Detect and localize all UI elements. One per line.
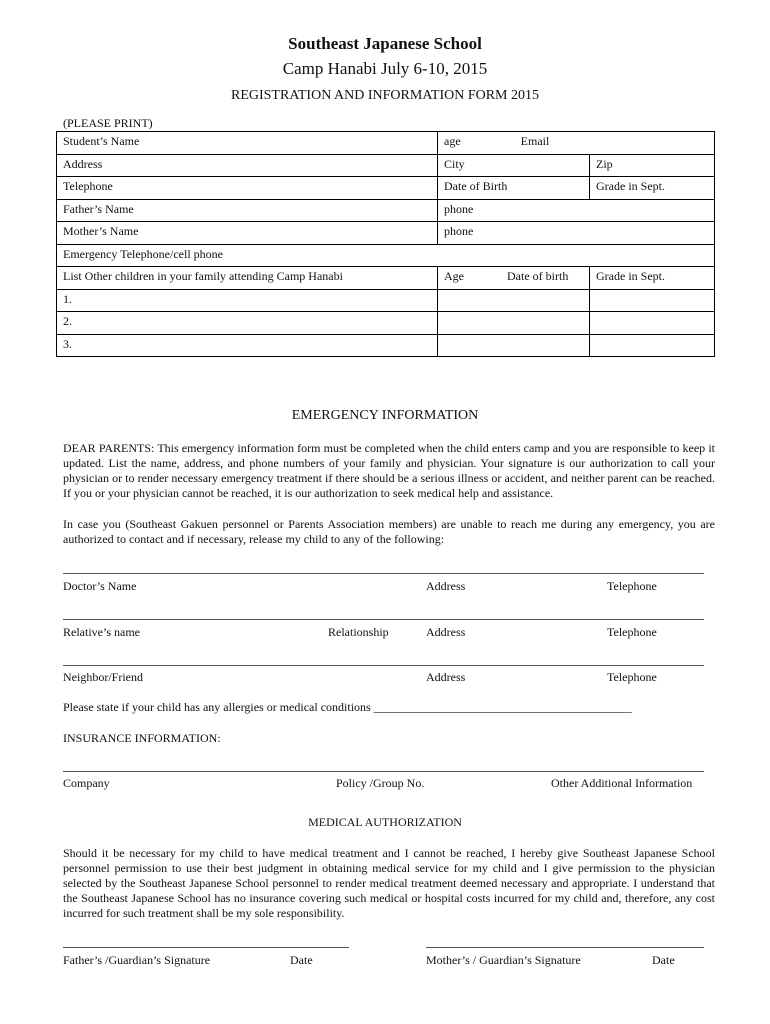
zip-label: Zip (596, 156, 613, 171)
child-1-grade-field[interactable] (590, 289, 715, 312)
row-number: 3. (63, 336, 72, 351)
dob-field[interactable] (438, 177, 590, 200)
table-row (57, 222, 715, 245)
address-field[interactable] (57, 154, 438, 177)
camp-title: Camp Hanabi July 6-10, 2015 (282, 59, 488, 78)
father-date-label: Date (290, 953, 313, 967)
please-print-note: (PLEASE PRINT) (63, 116, 153, 130)
father-phone-field[interactable] (438, 199, 715, 222)
child-dob-label: Date of birth (507, 269, 569, 283)
father-signature-label: Father’s /Guardian’s Signature (63, 953, 211, 967)
mother-signature-line[interactable] (426, 947, 704, 948)
allergies-field[interactable]: Please state if your child has any allergies or medical conditions ___________________________________________ (63, 700, 632, 714)
neighbor-telephone-label: Telephone (607, 670, 657, 684)
grade-label: Grade in Sept. (596, 179, 665, 193)
mother-signature-label: Mother’s / Guardian’s Signature (426, 953, 581, 967)
father-name-label: Father’s Name (63, 201, 134, 216)
father-name-field[interactable] (57, 199, 438, 222)
doctor-telephone-label: Telephone (607, 579, 657, 593)
doctor-address-label: Address (426, 579, 466, 593)
child-grade-label: Grade in Sept. (596, 269, 665, 283)
emergency-phone-label: Emergency Telephone/cell phone (63, 246, 223, 261)
dear-parents-paragraph: DEAR PARENTS: This emergency information form must be completed when the child enters camp and you are responsible to keep it updated. List the name, address, and phone numbers of your family and physician. Your signature is our authorization to call your physician or to render necessary emergency treatment if there should be a serious illness or accident, and neither parent can be reached. If you or your physician cannot be reached, it is our authorization to seek medical help and assistance. (63, 441, 715, 500)
city-field[interactable] (438, 154, 590, 177)
mother-phone-field[interactable] (438, 222, 715, 245)
student-name-field[interactable] (57, 132, 438, 155)
relative-fill-line[interactable] (63, 619, 704, 620)
child-3-name-field[interactable] (57, 334, 438, 357)
other-children-header (57, 267, 438, 290)
email-label: Email (520, 134, 550, 148)
table-row (57, 267, 715, 290)
company-label: Company (63, 776, 110, 790)
neighbor-label: Neighbor/Friend (63, 670, 143, 684)
row-number: 1. (63, 291, 72, 306)
child-age-dob-header (438, 267, 590, 290)
insurance-heading: INSURANCE INFORMATION: (63, 731, 221, 745)
neighbor-fill-line[interactable] (63, 665, 704, 666)
address-label: Address (63, 156, 103, 171)
father-signature-line[interactable] (63, 947, 349, 948)
mother-name-field[interactable] (57, 222, 438, 245)
grade-field[interactable] (590, 177, 715, 200)
child-3-age-dob-field[interactable] (438, 334, 590, 357)
table-row (57, 132, 715, 155)
age-email-field[interactable] (438, 132, 715, 155)
child-1-name-field[interactable] (57, 289, 438, 312)
school-title: Southeast Japanese School (288, 34, 482, 53)
child-2-grade-field[interactable] (590, 312, 715, 335)
relative-label: Relative’s name (63, 625, 140, 639)
medical-title: MEDICAL AUTHORIZATION (308, 815, 462, 829)
child-2-name-field[interactable] (57, 312, 438, 335)
table-row (57, 177, 715, 200)
mother-date-label: Date (652, 953, 675, 967)
child-1-age-dob-field[interactable] (438, 289, 590, 312)
medical-paragraph: Should it be necessary for my child to have medical treatment and I cannot be reached, I hereby give Southeast Japanese School personnel permission to use their best judgment in obtaining medical service for my child and I give permission to the physician selected by the Southeast Japanese School personnel to render medical treatment deemed necessary and appropriate. I understand that the Southeast Japanese School has no insurance covering such medical or hospital costs incurred for my child and, therefore, any cost incurred for such treatment shall be my sole responsibility. (63, 846, 715, 920)
relative-telephone-label: Telephone (607, 625, 657, 639)
table-row (57, 312, 715, 335)
registration-table (56, 131, 715, 357)
mother-name-label: Mother’s Name (63, 224, 139, 238)
form-title: REGISTRATION AND INFORMATION FORM 2015 (230, 88, 540, 103)
policy-label: Policy /Group No. (336, 776, 425, 790)
insurance-fill-line[interactable] (63, 771, 704, 772)
zip-field[interactable] (590, 154, 715, 177)
relative-address-label: Address (426, 625, 466, 639)
table-row (57, 199, 715, 222)
age-label: age (444, 134, 461, 148)
child-2-age-dob-field[interactable] (438, 312, 590, 335)
other-children-label: List Other children in your family attending Camp Hanabi (63, 269, 343, 283)
neighbor-address-label: Address (426, 670, 466, 684)
city-label: City (444, 156, 465, 171)
mother-phone-label: phone (444, 224, 474, 238)
telephone-field[interactable] (57, 177, 438, 200)
father-phone-label: phone (444, 201, 474, 216)
telephone-label: Telephone (63, 179, 113, 193)
child-3-grade-field[interactable] (590, 334, 715, 357)
child-age-label: Age (444, 269, 464, 283)
table-row (57, 289, 715, 312)
relationship-label: Relationship (328, 625, 389, 639)
student-name-label: Student’s Name (63, 134, 140, 148)
doctor-label: Doctor’s Name (63, 579, 137, 593)
child-grade-header (590, 267, 715, 290)
dob-label: Date of Birth (444, 179, 508, 193)
other-info-label: Other Additional Information (551, 776, 693, 790)
emergency-phone-field[interactable] (57, 244, 715, 267)
emergency-title: EMERGENCY INFORMATION (291, 408, 479, 423)
table-row (57, 244, 715, 267)
row-number: 2. (63, 314, 72, 328)
table-row (57, 334, 715, 357)
table-row (57, 154, 715, 177)
doctor-fill-line[interactable] (63, 573, 704, 574)
authorization-paragraph: In case you (Southeast Gakuen personnel or Parents Association members) are unable to reach me during any emergency, you are authorized to contact and if necessary, release my child to any of the following: (63, 517, 715, 546)
